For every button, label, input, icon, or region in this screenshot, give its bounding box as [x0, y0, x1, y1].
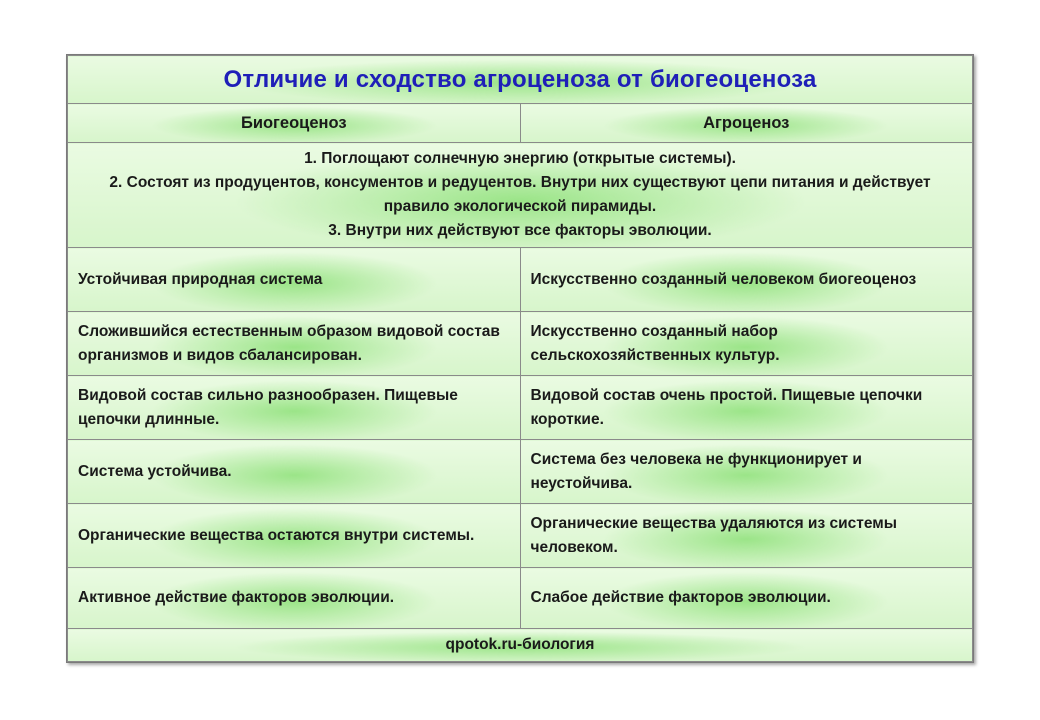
table-row [68, 504, 973, 568]
table-row [68, 440, 973, 504]
agrocenosis-cell: Видовой состав очень простой. Пищевые цепочки короткие. [520, 376, 973, 440]
common-feature-1: 1. Поглощают солнечную энергию (открытые системы). [304, 150, 736, 167]
footer-row [68, 629, 973, 662]
common-feature-3: 3. Внутри них действуют все факторы эволюции. [328, 222, 712, 239]
header-row [68, 104, 973, 143]
common-features-row [68, 143, 973, 248]
title-row [68, 56, 973, 104]
agrocenosis-cell: Система без человека не функционирует и неустойчива. [520, 440, 973, 504]
biogeocenosis-cell: Органические вещества остаются внутри системы. [68, 504, 521, 568]
biogeocenosis-cell: Активное действие факторов эволюции. [68, 568, 521, 629]
biogeocenosis-cell: Сложившийся естественным образом видовой состав организмов и видов сбалансирован. [68, 312, 521, 376]
agrocenosis-cell: Искусственно созданный человеком биогеоценоз [520, 248, 973, 312]
source-footer: qpotok.ru-биология [68, 629, 973, 662]
biogeocenosis-cell: Система устойчива. [68, 440, 521, 504]
column-header-biogeocenosis: Биогеоценоз [68, 104, 521, 143]
comparison-table-card [66, 54, 974, 663]
biogeocenosis-cell: Видовой состав сильно разнообразен. Пищевые цепочки длинные. [68, 376, 521, 440]
comparison-table [67, 55, 973, 662]
table-row [68, 312, 973, 376]
common-features-cell [68, 143, 973, 248]
agrocenosis-cell: Искусственно созданный набор сельскохозяйственных культур. [520, 312, 973, 376]
table-row [68, 376, 973, 440]
common-feature-2: 2. Состоят из продуцентов, консументов и редуцентов. Внутри них существуют цепи питания и действует правило экологической пирамиды. [109, 174, 931, 215]
table-title: Отличие и сходство агроценоза от биогеоценоза [68, 56, 973, 104]
table-row [68, 248, 973, 312]
column-header-agrocenosis: Агроценоз [520, 104, 973, 143]
biogeocenosis-cell: Устойчивая природная система [68, 248, 521, 312]
agrocenosis-cell: Органические вещества удаляются из системы человеком. [520, 504, 973, 568]
table-row [68, 568, 973, 629]
agrocenosis-cell: Слабое действие факторов эволюции. [520, 568, 973, 629]
